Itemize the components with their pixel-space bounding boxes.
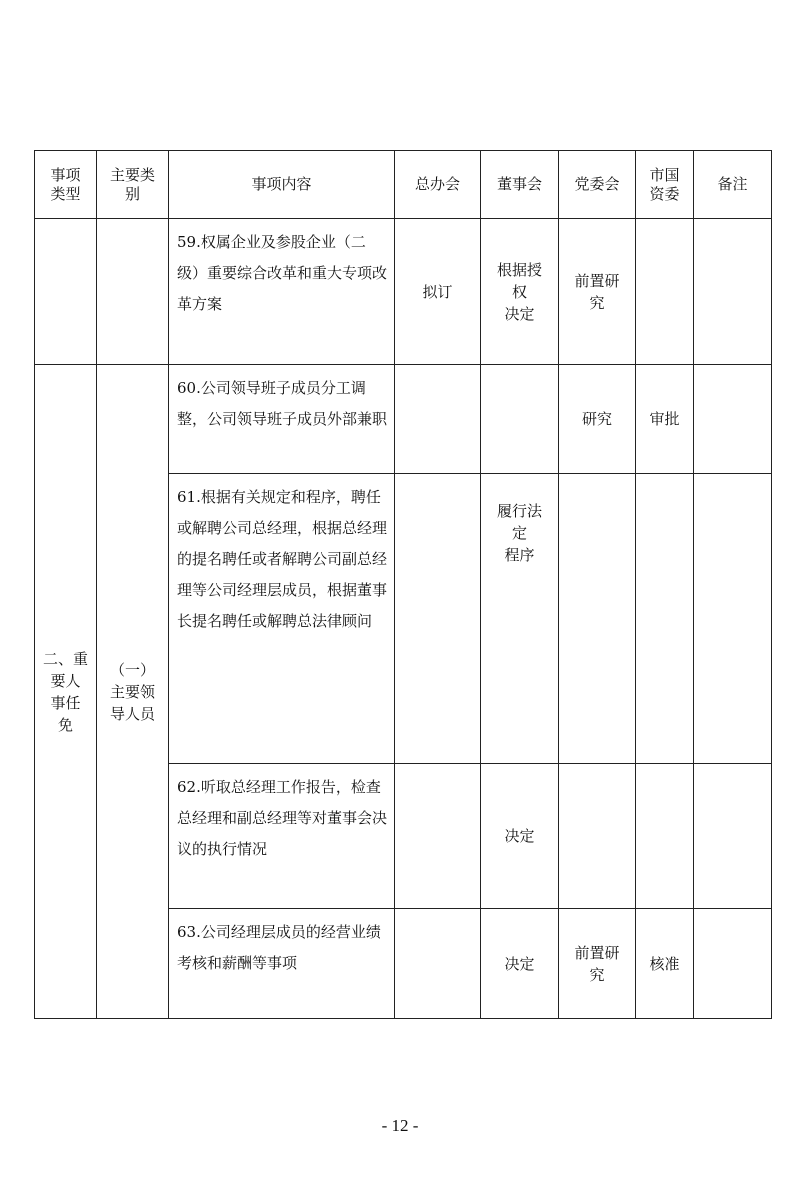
- header-sasac-text: 市国 资委: [649, 165, 680, 203]
- table-row: [35, 219, 772, 365]
- row59-party-text: 前置研 究: [574, 271, 620, 312]
- row63-content: 63.公司经理层成员的经营业绩考核和薪酬等事项: [169, 909, 395, 1019]
- row59-party: [559, 219, 636, 365]
- row63-office: [395, 909, 481, 1019]
- group-type-text: 二、重 要人 事任 免: [42, 649, 88, 734]
- header-row: [35, 151, 772, 219]
- row61-party: [559, 474, 636, 764]
- header-board: 董事会: [481, 151, 559, 219]
- row60-office: [395, 365, 481, 474]
- row60-remark: [694, 365, 772, 474]
- row63-sasac: 核准: [636, 909, 694, 1019]
- row62-board: 决定: [481, 764, 559, 909]
- row59-board: [481, 219, 559, 365]
- row59-content: 59.权属企业及参股企业（二级）重要综合改革和重大专项改革方案: [169, 219, 395, 365]
- row62-office: [395, 764, 481, 909]
- row61-content: 61.根据有关规定和程序，聘任或解聘公司总经理，根据总经理的提名聘任或者解聘公司副总经理等公司经理层成员，根据董事长提名聘任或解聘总法律顾问: [169, 474, 395, 764]
- row61-office: [395, 474, 481, 764]
- row60-board: [481, 365, 559, 474]
- row62-remark: [694, 764, 772, 909]
- row60-sasac: 审批: [636, 365, 694, 474]
- row62-content: 62.听取总经理工作报告，检查总经理和副总经理等对董事会决议的执行情况: [169, 764, 395, 909]
- row63-remark: [694, 909, 772, 1019]
- header-sasac: [636, 151, 694, 219]
- header-remark: 备注: [694, 151, 772, 219]
- row59-office: 拟订: [395, 219, 481, 365]
- row59-board-text: 根据授 权 决定: [496, 260, 542, 323]
- group-type: [35, 365, 97, 1019]
- group-category: [97, 365, 169, 1019]
- header-office: 总办会: [395, 151, 481, 219]
- row61-sasac: [636, 474, 694, 764]
- header-category-text: 主要类 别: [109, 165, 155, 203]
- row59-remark: [694, 219, 772, 365]
- row61-remark: [694, 474, 772, 764]
- header-party: 党委会: [559, 151, 636, 219]
- row60-content: 60.公司领导班子成员分工调整，公司领导班子成员外部兼职: [169, 365, 395, 474]
- row62-sasac: [636, 764, 694, 909]
- row59-type: [35, 219, 97, 365]
- row63-party-text: 前置研 究: [574, 943, 620, 984]
- row62-party: [559, 764, 636, 909]
- header-type-text: 事项 类型: [50, 165, 81, 203]
- decision-matrix-table: [34, 150, 772, 1019]
- row61-board: [481, 474, 559, 764]
- group-category-text: （一） 主要领 导人员: [109, 660, 155, 723]
- page-number: - 12 -: [381, 1116, 419, 1135]
- row63-board: 决定: [481, 909, 559, 1019]
- header-content: 事项内容: [169, 151, 395, 219]
- header-type: [35, 151, 97, 219]
- row60-party: 研究: [559, 365, 636, 474]
- row63-party: [559, 909, 636, 1019]
- row59-category: [97, 219, 169, 365]
- table-row: [35, 365, 772, 474]
- row61-board-text: 履行法 定 程序: [496, 502, 542, 564]
- row59-sasac: [636, 219, 694, 365]
- header-category: [97, 151, 169, 219]
